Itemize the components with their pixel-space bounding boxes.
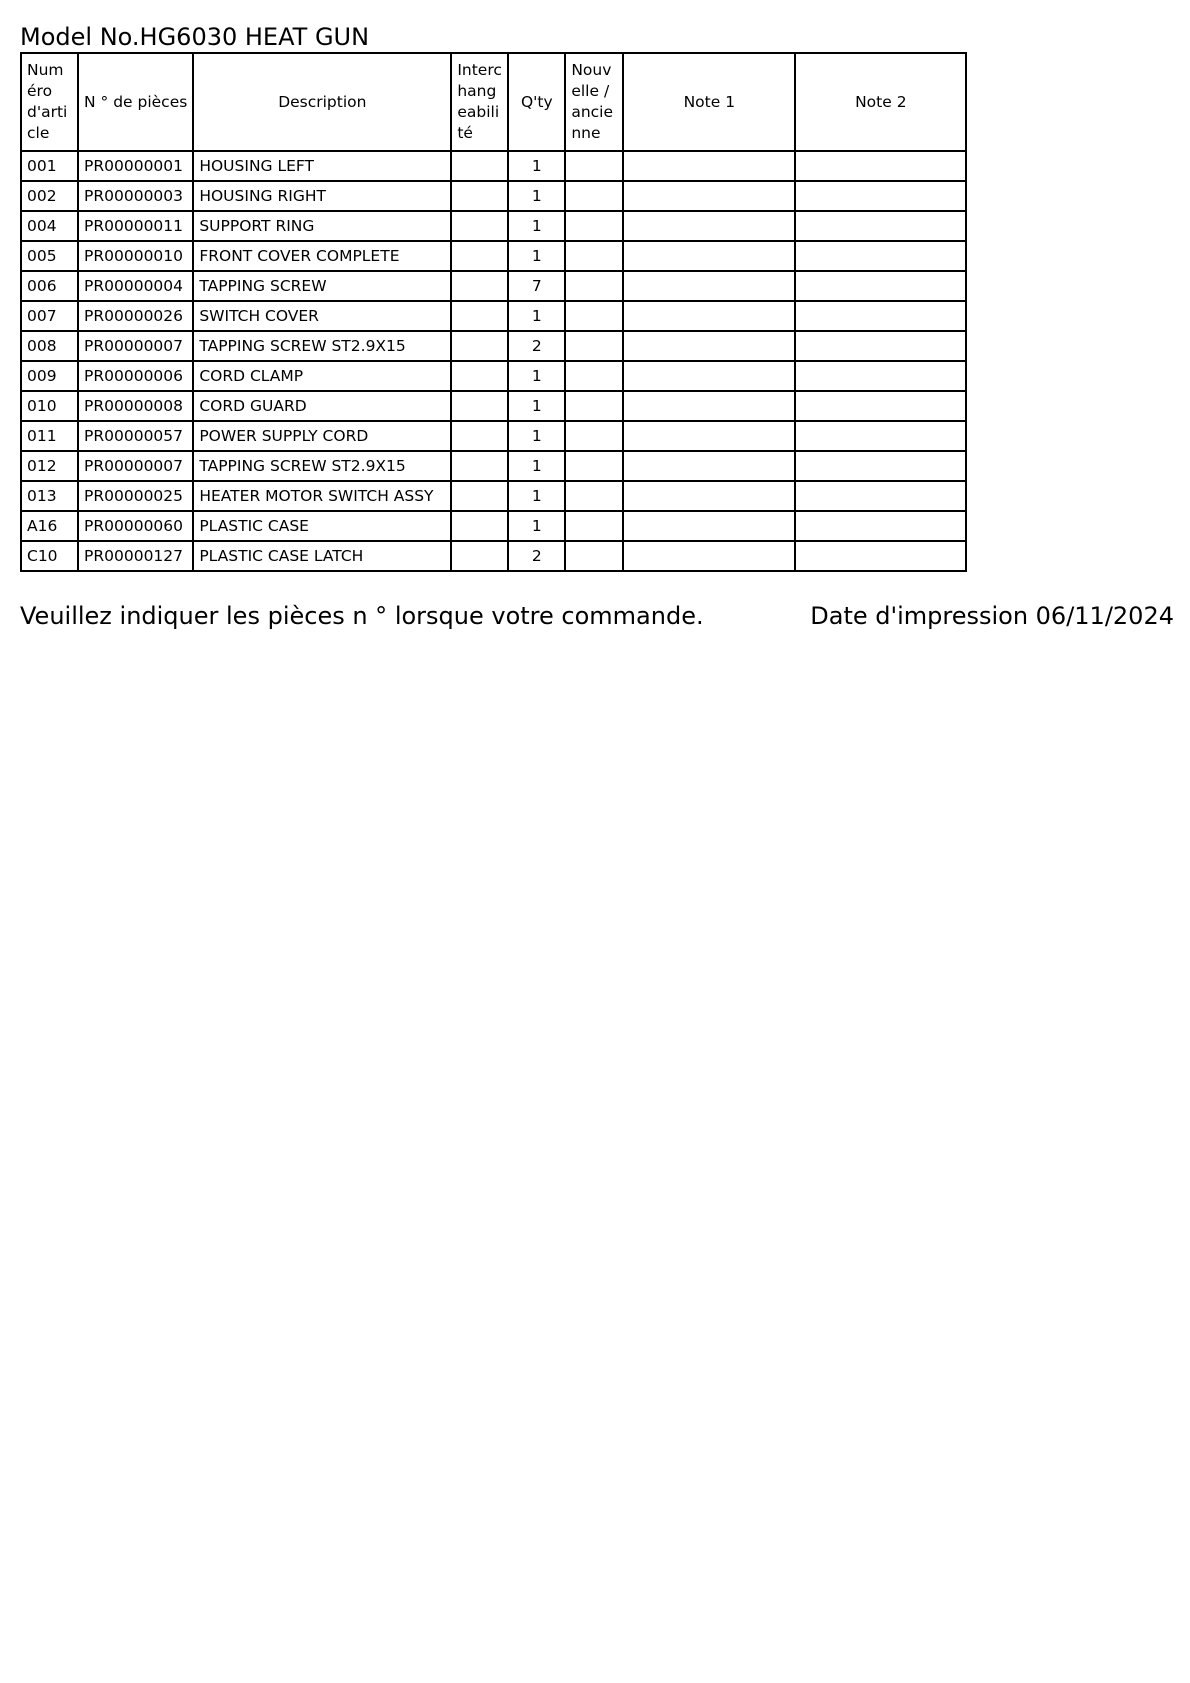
cell-note-2 [795, 211, 966, 241]
cell-new-old [565, 481, 623, 511]
cell-note-1 [623, 331, 795, 361]
table-row [21, 151, 966, 181]
cell-part-number: PR00000001 [78, 151, 193, 181]
cell-new-old [565, 271, 623, 301]
cell-note-2 [795, 331, 966, 361]
cell-note-2 [795, 241, 966, 271]
cell-new-old [565, 421, 623, 451]
cell-quantity: 1 [508, 361, 565, 391]
cell-quantity: 1 [508, 301, 565, 331]
cell-note-2 [795, 271, 966, 301]
header-part-number: N ° de pièces [78, 53, 193, 151]
cell-interchangeability [451, 361, 508, 391]
cell-quantity: 1 [508, 151, 565, 181]
cell-article-number: 005 [21, 241, 78, 271]
cell-quantity: 2 [508, 541, 565, 571]
cell-new-old [565, 541, 623, 571]
cell-description: HOUSING RIGHT [193, 181, 451, 211]
parts-table-body [21, 151, 966, 571]
cell-part-number: PR00000127 [78, 541, 193, 571]
header-article-number: Numéro d'article [21, 53, 78, 151]
header-description: Description [193, 53, 451, 151]
cell-article-number: C10 [21, 541, 78, 571]
cell-interchangeability [451, 211, 508, 241]
cell-quantity: 1 [508, 391, 565, 421]
cell-article-number: 011 [21, 421, 78, 451]
cell-interchangeability [451, 241, 508, 271]
cell-description: TAPPING SCREW [193, 271, 451, 301]
cell-interchangeability [451, 301, 508, 331]
cell-note-2 [795, 541, 966, 571]
cell-description: PLASTIC CASE [193, 511, 451, 541]
cell-article-number: 012 [21, 451, 78, 481]
cell-part-number: PR00000007 [78, 331, 193, 361]
table-row [21, 481, 966, 511]
cell-new-old [565, 331, 623, 361]
header-new-old: Nouvelle / ancienne [565, 53, 623, 151]
cell-new-old [565, 241, 623, 271]
cell-interchangeability [451, 541, 508, 571]
cell-note-2 [795, 421, 966, 451]
cell-description: CORD CLAMP [193, 361, 451, 391]
cell-quantity: 1 [508, 241, 565, 271]
cell-quantity: 1 [508, 181, 565, 211]
cell-new-old [565, 211, 623, 241]
cell-note-2 [795, 151, 966, 181]
cell-note-2 [795, 511, 966, 541]
cell-note-1 [623, 211, 795, 241]
cell-note-1 [623, 301, 795, 331]
cell-new-old [565, 451, 623, 481]
cell-part-number: PR00000060 [78, 511, 193, 541]
cell-article-number: 013 [21, 481, 78, 511]
table-row [21, 391, 966, 421]
table-row [21, 361, 966, 391]
cell-new-old [565, 151, 623, 181]
cell-description: FRONT COVER COMPLETE [193, 241, 451, 271]
cell-part-number: PR00000007 [78, 451, 193, 481]
cell-part-number: PR00000008 [78, 391, 193, 421]
cell-new-old [565, 301, 623, 331]
cell-article-number: A16 [21, 511, 78, 541]
cell-description: TAPPING SCREW ST2.9X15 [193, 451, 451, 481]
cell-interchangeability [451, 151, 508, 181]
cell-note-2 [795, 361, 966, 391]
cell-note-1 [623, 511, 795, 541]
cell-interchangeability [451, 421, 508, 451]
cell-note-1 [623, 421, 795, 451]
cell-article-number: 004 [21, 211, 78, 241]
cell-description: HEATER MOTOR SWITCH ASSY [193, 481, 451, 511]
cell-note-1 [623, 391, 795, 421]
cell-note-2 [795, 451, 966, 481]
cell-new-old [565, 391, 623, 421]
cell-description: POWER SUPPLY CORD [193, 421, 451, 451]
cell-note-1 [623, 181, 795, 211]
cell-note-1 [623, 361, 795, 391]
cell-note-2 [795, 391, 966, 421]
cell-part-number: PR00000025 [78, 481, 193, 511]
cell-article-number: 002 [21, 181, 78, 211]
cell-quantity: 1 [508, 421, 565, 451]
cell-note-2 [795, 481, 966, 511]
cell-new-old [565, 511, 623, 541]
cell-quantity: 2 [508, 331, 565, 361]
cell-quantity: 7 [508, 271, 565, 301]
header-note-2: Note 2 [795, 53, 966, 151]
cell-description: PLASTIC CASE LATCH [193, 541, 451, 571]
cell-description: HOUSING LEFT [193, 151, 451, 181]
cell-new-old [565, 181, 623, 211]
table-row [21, 421, 966, 451]
cell-article-number: 007 [21, 301, 78, 331]
cell-note-1 [623, 451, 795, 481]
cell-article-number: 009 [21, 361, 78, 391]
cell-quantity: 1 [508, 511, 565, 541]
cell-interchangeability [451, 511, 508, 541]
table-row [21, 211, 966, 241]
cell-note-1 [623, 151, 795, 181]
cell-part-number: PR00000006 [78, 361, 193, 391]
cell-description: SUPPORT RING [193, 211, 451, 241]
cell-part-number: PR00000011 [78, 211, 193, 241]
cell-note-1 [623, 271, 795, 301]
table-row [21, 451, 966, 481]
cell-article-number: 001 [21, 151, 78, 181]
parts-table [20, 52, 967, 572]
cell-description: TAPPING SCREW ST2.9X15 [193, 331, 451, 361]
table-header-row [21, 53, 966, 151]
header-note-1: Note 1 [623, 53, 795, 151]
cell-note-2 [795, 181, 966, 211]
cell-quantity: 1 [508, 211, 565, 241]
table-row [21, 271, 966, 301]
cell-interchangeability [451, 481, 508, 511]
cell-description: SWITCH COVER [193, 301, 451, 331]
cell-quantity: 1 [508, 481, 565, 511]
cell-interchangeability [451, 181, 508, 211]
cell-description: CORD GUARD [193, 391, 451, 421]
header-interchangeability: Interchangeabilité [451, 53, 508, 151]
cell-note-1 [623, 241, 795, 271]
table-row [21, 541, 966, 571]
cell-article-number: 008 [21, 331, 78, 361]
cell-interchangeability [451, 391, 508, 421]
print-date: Date d'impression 06/11/2024 [810, 602, 1174, 630]
table-row [21, 241, 966, 271]
cell-part-number: PR00000004 [78, 271, 193, 301]
cell-interchangeability [451, 331, 508, 361]
cell-part-number: PR00000010 [78, 241, 193, 271]
cell-article-number: 010 [21, 391, 78, 421]
cell-article-number: 006 [21, 271, 78, 301]
cell-note-1 [623, 481, 795, 511]
cell-note-1 [623, 541, 795, 571]
order-instruction: Veuillez indiquer les pièces n ° lorsque votre commande. [20, 602, 704, 630]
cell-quantity: 1 [508, 451, 565, 481]
table-row [21, 331, 966, 361]
cell-new-old [565, 361, 623, 391]
cell-interchangeability [451, 451, 508, 481]
cell-interchangeability [451, 271, 508, 301]
cell-part-number: PR00000026 [78, 301, 193, 331]
cell-part-number: PR00000057 [78, 421, 193, 451]
table-row [21, 511, 966, 541]
cell-part-number: PR00000003 [78, 181, 193, 211]
document-title: Model No.HG6030 HEAT GUN [20, 23, 370, 51]
table-row [21, 301, 966, 331]
table-row [21, 181, 966, 211]
cell-note-2 [795, 301, 966, 331]
header-quantity: Q'ty [508, 53, 565, 151]
